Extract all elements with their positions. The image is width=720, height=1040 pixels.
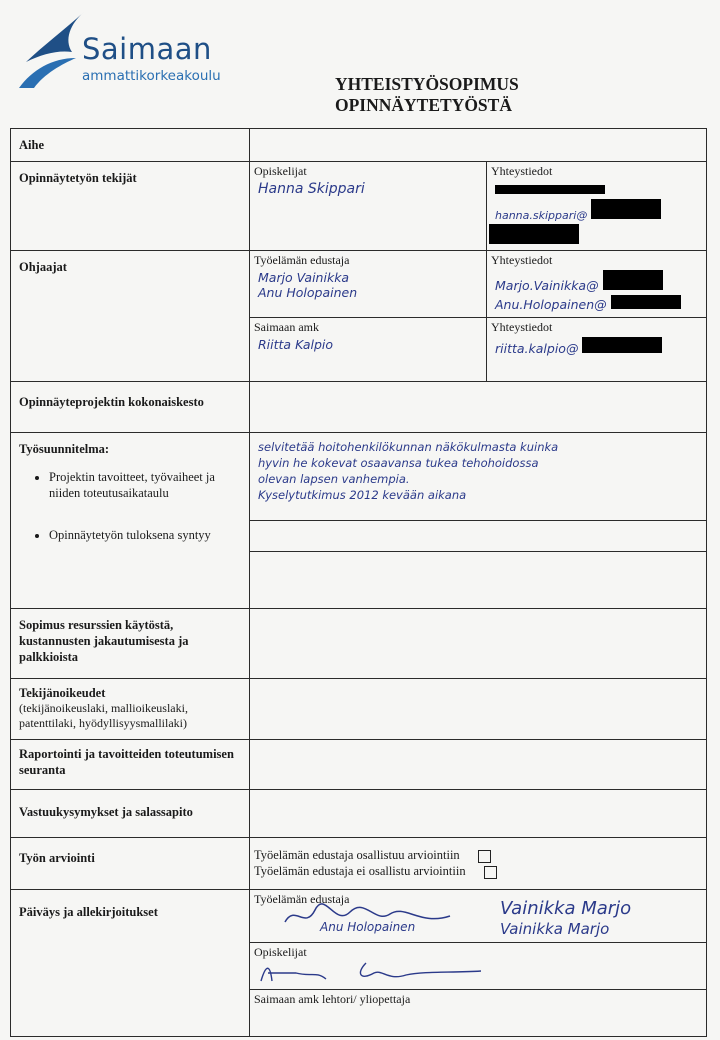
checkbox-yes[interactable] — [478, 850, 491, 863]
logo-name: Saimaan — [82, 32, 212, 66]
plan-line-1: selvitetää hoitohenkilökunnan näkökulmasta kuinka — [258, 440, 559, 454]
supervisor1-name: Marjo Vainikka — [258, 270, 350, 285]
redaction-bar — [611, 295, 681, 309]
row-label-ohjaajat: Ohjaajat — [11, 251, 250, 382]
signature-rep-2: Vainikka Marjo — [500, 920, 610, 938]
plan-line-3: olevan lapsen vanhempia. — [258, 472, 410, 486]
redaction-bar — [591, 199, 661, 219]
signature-rep-3: Anu Holopainen — [320, 920, 416, 934]
redaction-bar — [495, 185, 605, 194]
row-label-aihe: Aihe — [11, 129, 250, 162]
kokonaiskesto-field[interactable] — [250, 382, 707, 433]
aihe-field[interactable] — [250, 129, 707, 162]
raportointi-field[interactable] — [250, 740, 707, 790]
signature-tyoelama[interactable] — [250, 890, 706, 943]
tyosuunnitelma-bullet-2: • Opinnäytetyön tuloksena syntyy — [49, 527, 241, 543]
redaction-bar — [489, 224, 579, 244]
row-label-arviointi: Työn arviointi — [11, 838, 250, 890]
tulos-field[interactable] — [250, 521, 706, 552]
resurssit-field[interactable] — [250, 609, 707, 679]
document-title: YHTEISTYÖSOPIMUS OPINNÄYTETYÖSTÄ — [335, 74, 519, 115]
vastuu-field[interactable] — [250, 790, 707, 838]
row-label-raportointi: Raportointi ja tavoitteiden toteutumisen seuranta — [11, 740, 250, 790]
tyosuunnitelma-bullet-1: • Projektin tavoitteet, työvaiheet ja niiden toteutusaikataulu — [49, 469, 241, 501]
row-label-tekijat: Opinnäytetyön tekijät — [11, 162, 250, 251]
row-label-paivays: Päiväys ja allekirjoitukset — [11, 890, 250, 1037]
student-signature-icon — [256, 959, 486, 987]
row-label-vastuu: Vastuukysymykset ja salassapito — [11, 790, 250, 838]
plan-line-4: Kyselytutkimus 2012 kevään aikana — [258, 488, 467, 502]
tekijanoikeudet-field[interactable] — [250, 679, 707, 740]
arviointi-option-yes[interactable]: Työelämän edustaja osallistuu arviointiin — [250, 848, 706, 864]
tyosuunnitelma-list-2 — [19, 527, 241, 543]
row-label-kokonaiskesto: Opinnäyteprojektin kokonaiskesto — [11, 382, 250, 433]
redaction-bar — [582, 337, 662, 353]
arviointi-option-no[interactable]: Työelämän edustaja ei osallistu arviointiin — [250, 864, 706, 880]
lehtori-label: Saimaan amk lehtori/ yliopettaja — [254, 992, 411, 1006]
plan-line-2: hyvin he kokevat osaavansa tukea tehohoidossa — [258, 456, 539, 470]
opiskelijat-label: Opiskelijat — [254, 164, 307, 178]
signature-lehtori[interactable] — [250, 990, 706, 1036]
yhteystiedot-label: Yhteystiedot — [491, 253, 553, 267]
student-email: hanna.skippari@ — [495, 209, 588, 222]
row-label-tyosuunnitelma: Työsuunnitelma: • Projektin tavoitteet, työvaiheet ja niiden toteutusaikataulu • Opinnäytetyön tuloksena syntyy — [11, 433, 250, 609]
signature-scribble-icon — [280, 902, 460, 932]
yhteystiedot-label: Yhteystiedot — [491, 319, 553, 334]
amk-supervisor-name: Riitta Kalpio — [258, 336, 334, 352]
tyosuunnitelma-list — [19, 469, 241, 501]
supervisor2-name: Anu Holopainen — [258, 285, 358, 300]
opiskelijat-label: Opiskelijat — [254, 945, 307, 959]
tyoelaman-edustaja-label: Työelämän edustaja — [254, 892, 350, 906]
signature-rep-1: Vainikka Marjo — [500, 898, 632, 919]
supervisor1-email: Marjo.Vainikka@ — [495, 278, 599, 293]
row-label-resurssit: Sopimus resurssien käytöstä, kustannusten jakautumisesta ja palkkioista — [11, 609, 250, 679]
agreement-form — [10, 128, 707, 1037]
yhteystiedot-label: Yhteystiedot — [491, 164, 553, 178]
redaction-bar — [603, 270, 663, 290]
logo-subtitle: ammattikorkeakoulu — [82, 68, 221, 84]
student-name: Hanna Skippari — [258, 181, 365, 197]
amk-email: riitta.kalpio@ — [495, 340, 579, 356]
supervisor2-email: Anu.Holopainen@ — [495, 297, 607, 312]
tyoelaman-edustaja-label: Työelämän edustaja — [254, 253, 350, 267]
row-label-tekijanoikeudet: Tekijänoikeudet (tekijänoikeuslaki, mallioikeuslaki, patenttilaki, hyödyllisyysmallilaki) — [11, 679, 250, 740]
signature-opiskelijat[interactable] — [250, 943, 706, 990]
plan-text-area[interactable] — [250, 433, 706, 521]
saimaan-amk-label: Saimaan amk — [254, 319, 319, 334]
checkbox-no[interactable] — [484, 866, 497, 879]
